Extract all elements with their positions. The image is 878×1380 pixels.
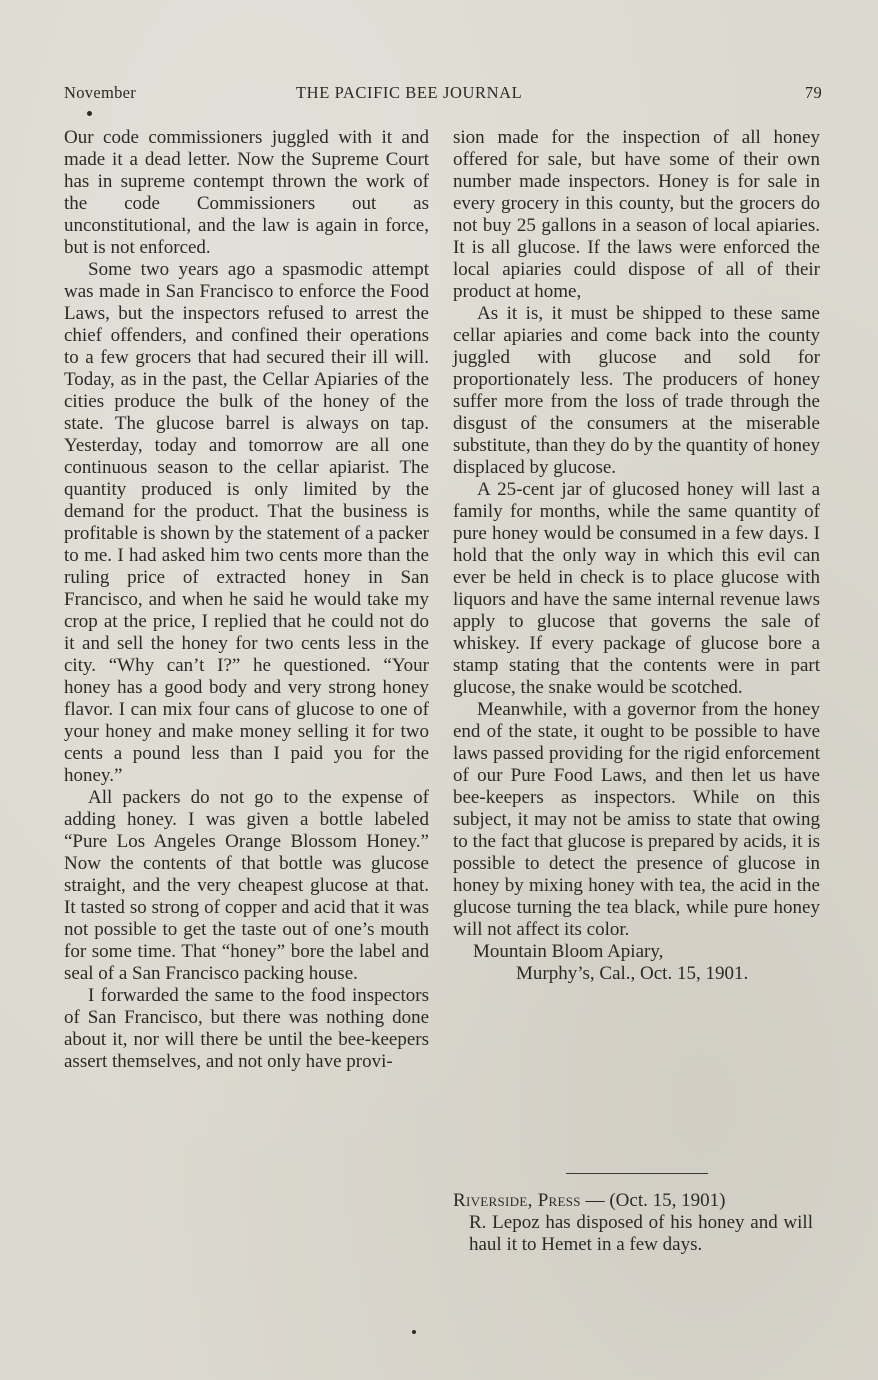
paragraph: All packers do not go to the expense of adding honey. I was given a bottle labeled “Pure Los Angeles Orange Blossom Honey.” Now the contents of that bottle was glucose straight, and the very cheapest glucose at that. It tasted so strong of copper and acid that it was not possible to get the taste out of one’s mouth for some time. That “honey” bore the label and seal of a San Francisco packing house.	[64, 787, 429, 984]
section-divider	[566, 1173, 708, 1174]
journal-title: THE PACIFIC BEE JOURNAL	[296, 83, 523, 102]
header-month: November	[64, 83, 137, 102]
paragraph: A 25-cent jar of glucosed honey will last a family for months, while the same quantity of pure honey would be consumed in a few days. I hold that the only way in which this evil can ever be held in check is to place glucose with liquors and have the same internal revenue laws apply to glucose that governs the sale of whiskey. If every package of glucose bore a stamp stating that the contents were in part glucose, the snake would be scotched.	[453, 479, 820, 698]
paragraph: Meanwhile, with a governor from the honey end of the state, it ought to be possible to have laws passed providing for the rigid enforcement of our Pure Food Laws, and then let us have bee-keepers as inspectors. While on this subject, it may not be amiss to state that owing to the fact that glucose is prepared by acids, it is possible to detect the presence of glucose in honey by mixing honey with tea, the acid in the glucose turning the tea black, while pure honey will not affect its color.	[453, 699, 820, 940]
right-column	[453, 127, 820, 985]
paragraph: Some two years ago a spasmodic attempt was made in San Francisco to enforce the Food Laws, but the inspectors refused to arrest the chief offenders, and confined their operations to a few grocers that had secured their ill will. Today, as in the past, the Cellar Apiaries of the cities produce the bulk of the honey of the state. The glucose barrel is always on tap. Yesterday, today and tomorrow are all one continuous season to the cellar apiarist. The quantity produced is only limited by the demand for the product. That the business is profitable is shown by the statement of a packer to me. I had asked him two cents more than the ruling price of extracted honey in San Francisco, and when he said he would take my crop at the price, I replied that he could not do it and sell the honey for two cents less in the city. “Why can’t I?” he questioned. “Your honey has a good body and very strong honey flavor. I can mix four cans of glucose to one of your honey and make money selling it for two cents a pound less than I paid you for the honey.”	[64, 259, 429, 786]
ink-dot	[87, 111, 92, 116]
signature-name: Mountain Bloom Apiary,	[473, 941, 664, 962]
paragraph: I forwarded the same to the food inspectors of San Francisco, but there was nothing done about it, nor will there be until the bee-keepers assert themselves, and not only have provi-	[64, 985, 429, 1072]
ink-dot	[412, 1330, 416, 1334]
left-column	[64, 127, 429, 1073]
news-source: Riverside, Press	[453, 1190, 581, 1211]
news-date: — (Oct. 15, 1901)	[585, 1190, 726, 1211]
running-header	[64, 83, 822, 105]
paragraph: Our code commissioners juggled with it and made it a dead letter. Now the Supreme Court has in supreme contempt thrown the work of the code Commissioners out as unconstitutional, and the law is again in force, but is not enforced.	[64, 127, 429, 258]
paragraph: sion made for the inspection of all honey offered for sale, but have some of their own number made inspectors. Honey is for sale in every grocery in this county, but the grocers do not buy 25 gallons in a season of local apiaries. It is all glucose. If the laws were enforced the local apiaries could dispose of all of their product at home,	[453, 127, 820, 302]
page-number: 79	[804, 83, 822, 102]
paragraph: As it is, it must be shipped to these same cellar apiaries and come back into the county juggled with glucose and sold for proportionately less. The producers of honey suffer more from the loss of trade through the disgust of the consumers at the miserable substitute, than they do by the quantity of honey displaced by glucose.	[453, 303, 820, 478]
signature-place: Murphy’s, Cal., Oct. 15, 1901.	[516, 963, 749, 984]
news-item	[453, 1190, 813, 1256]
news-text: R. Lepoz has disposed of his honey and will haul it to Hemet in a few days.	[469, 1212, 813, 1255]
